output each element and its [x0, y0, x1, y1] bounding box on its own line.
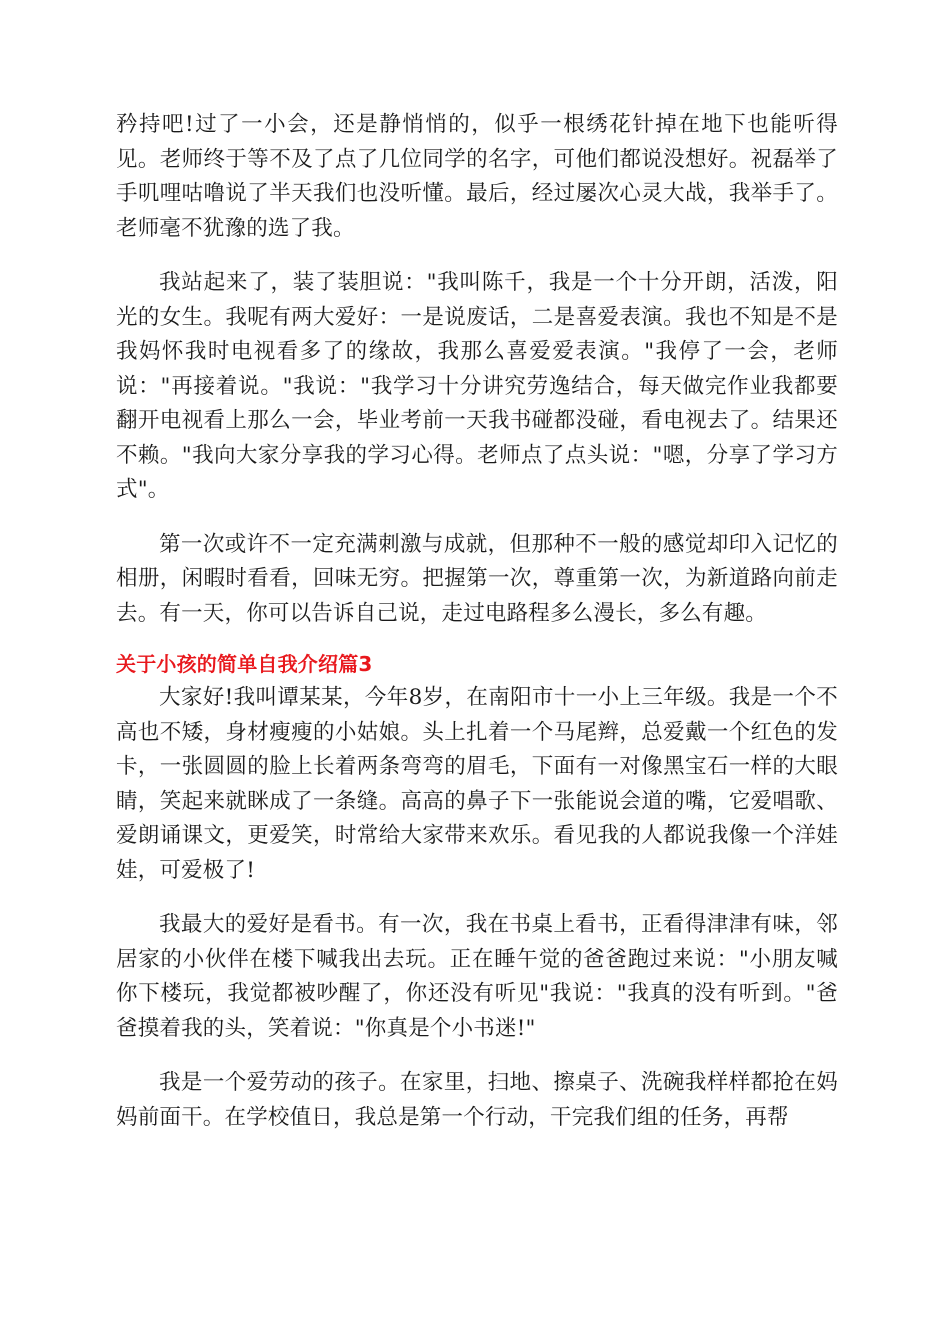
paragraph-appearance: 大家好!我叫谭某某，今年8岁，在南阳市十一小上三年级。我是一个不高也不矮，身材瘦瘦的小姑娘。头上扎着一个马尾辫，总爱戴一个红色的发卡，一张圆圆的脸上长着两条弯弯的眉毛，下面有一对像黑宝石一样的大眼睛，笑起来就眯成了一条缝。高高的鼻子下一张能说会道的嘴，它爱唱歌、爱朗诵课文，更爱笑，时常给大家带来欢乐。看见我的人都说我像一个洋娃娃，可爱极了!	[116, 685, 838, 883]
paragraph-continuation: 矜持吧!过了一小会，还是静悄悄的，似乎一根绣花针掉在地下也能听得见。老师终于等不及了点了几位同学的名字，可他们都说没想好。祝磊举了手叽哩咕噜说了半天我们也没听懂。最后，经过屡次心灵大战，我举手了。老师毫不犹豫的选了我。	[116, 112, 838, 241]
paragraph-chores: 我是一个爱劳动的孩子。在家里，扫地、擦桌子、洗碗我样样都抢在妈妈前面干。在学校值日，我总是第一个行动，干完我们组的任务，再帮	[116, 1070, 838, 1130]
paragraph-reflection: 第一次或许不一定充满刺激与成就，但那种不一般的感觉却印入记忆的相册，闲暇时看看，回味无穷。把握第一次，尊重第一次，为新道路向前走去。有一天，你可以告诉自己说，走过电路程多么漫长，多么有趣。	[116, 531, 838, 626]
section-heading: 关于小孩的简单自我介绍篇3	[116, 652, 373, 676]
paragraph-self-introduction-speech: 我站起来了，装了装胆说："我叫陈千，我是一个十分开朗，活泼，阳光的女生。我呢有两大爱好：一是说废话，二是喜爱表演。我也不知是不是我妈怀我时电视看多了的缘故，我那么喜爱爱表演。"我停了一会，老师说："再接着说。"我说："我学习十分讲究劳逸结合，每天做完作业我都要翻开电视看上那么一会，毕业考前一天我书碰都没碰，看电视去了。结果还不赖。"我向大家分享我的学习心得。老师点了点头说："嗯，分享了学习方式"。	[116, 270, 838, 502]
document-page	[116, 108, 838, 1155]
paragraph-hobby-reading: 我最大的爱好是看书。有一次，我在书桌上看书，正看得津津有味，邻居家的小伙伴在楼下喊我出去玩。正在睡午觉的爸爸跑过来说："小朋友喊你下楼玩，我觉都被吵醒了，你还没有听见"我说："我真的没有听到。"爸爸摸着我的头，笑着说："你真是个小书迷!"	[116, 912, 838, 1041]
